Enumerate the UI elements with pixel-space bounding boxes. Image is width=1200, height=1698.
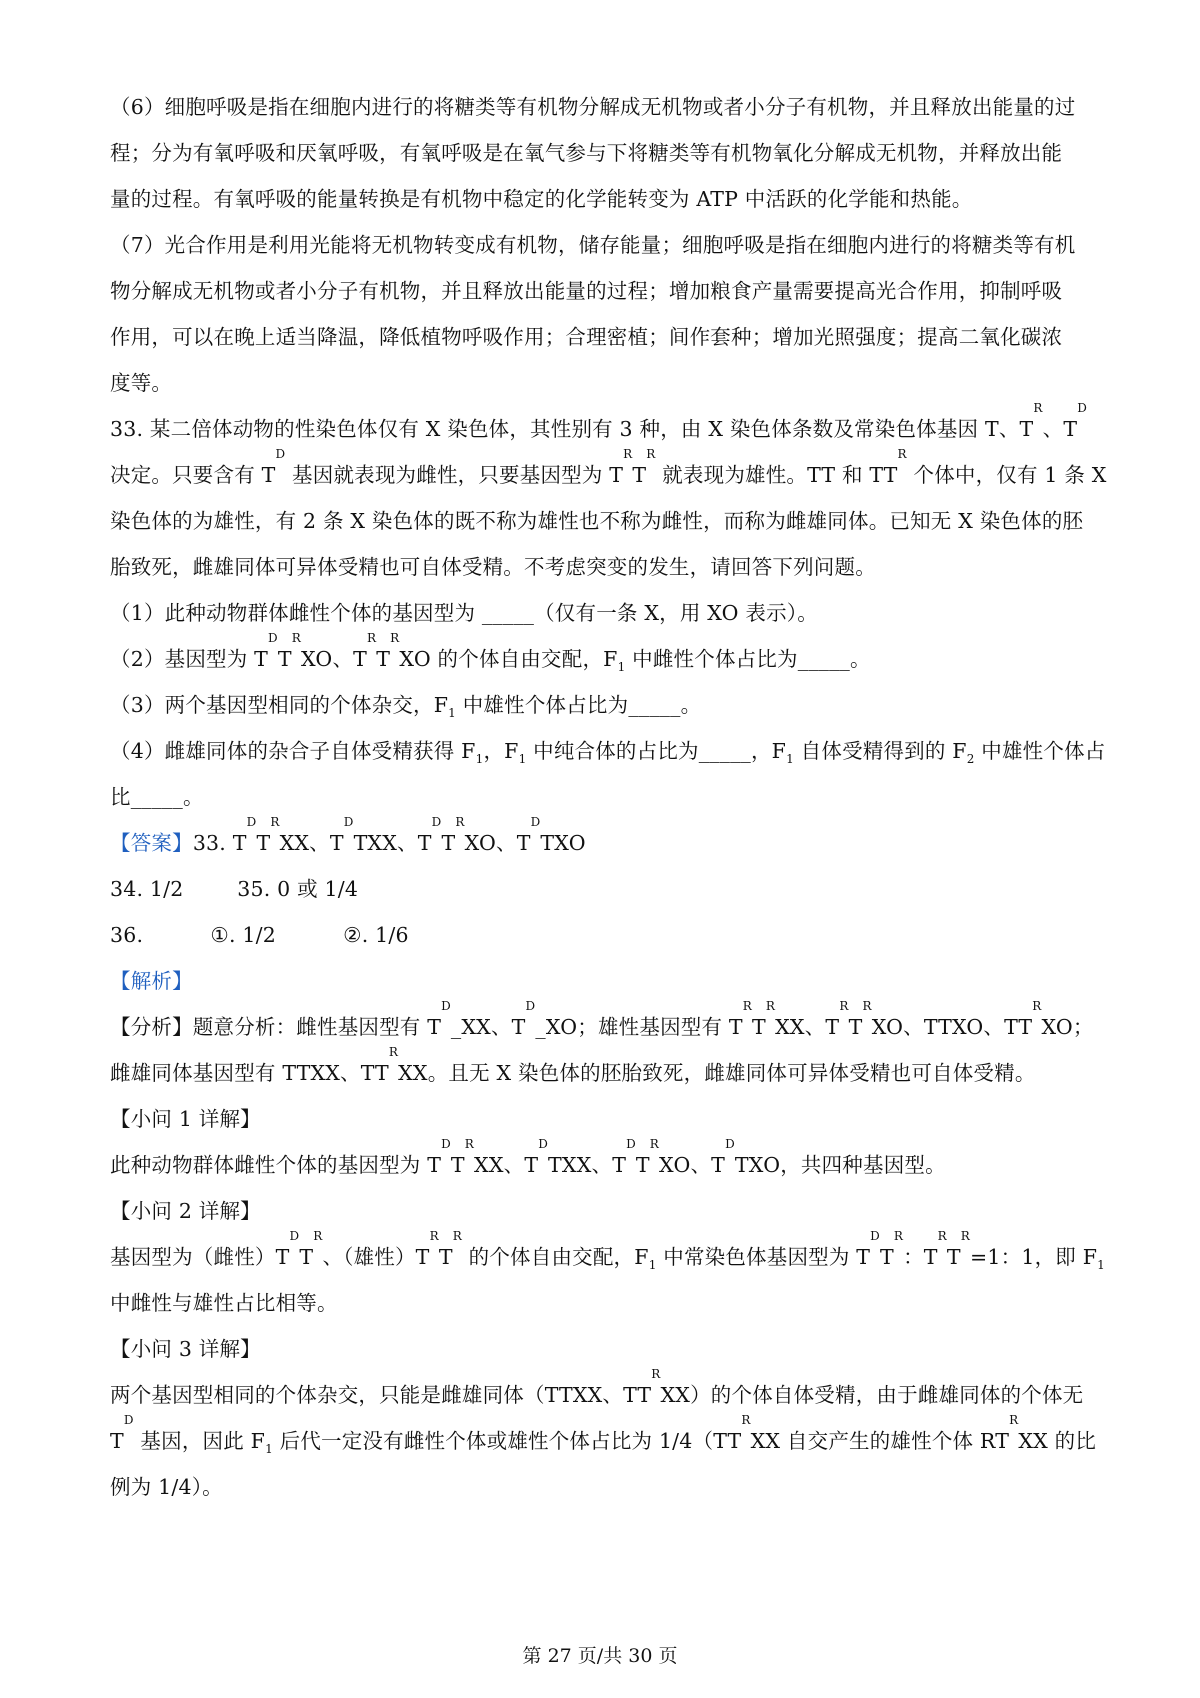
page-footer: 第 27 页/共 30 页 bbox=[522, 1645, 678, 1667]
text-line: 中雌性与雄性占比相等。 bbox=[110, 1291, 338, 1315]
text-line bbox=[110, 966, 1105, 1012]
text-line: 34. 1/2 35. 0 或 1/4 bbox=[110, 877, 359, 901]
text-line: 度等。 bbox=[110, 371, 173, 395]
text-line: 基因型为（雌性）$T^DT^R$、（雄性）$T^RT^R$ 的个体自由交配，$F_1$ 中常染色体基因型为 $T^DT^R$：$T^RT^R=1$：1，即 $F_1$ bbox=[110, 1229, 1105, 1272]
text-line: 此种动物群体雌性个体的基因型为 $T^DT^RXX$、$T^DTXX$、$T^DT^RXO$、$T^DTXO$，共四种基因型。 bbox=[110, 1137, 946, 1177]
text-line: 胎致死，雌雄同体可异体受精也可自体受精。不考虑突变的发生，请回答下列问题。 bbox=[110, 555, 876, 579]
text-line: 物分解成无机物或者小分子有机物，并且释放出能量的过程；增加粮食产量需要提高光合作用，抑制呼吸 bbox=[110, 279, 1063, 303]
text-line: 决定。只要含有 $T^D$ 基因就表现为雌性，只要基因型为 $T^RT^R$ 就表现为雄性。TT 和 $TT^R$ 个体中，仅有 1 条 X bbox=[110, 447, 1107, 487]
section-tag: 【答案】 bbox=[110, 831, 193, 855]
text-line: 染色体的为雄性，有 2 条 X 染色体的既不称为雄性也不称为雌性，而称为雌雄同体。已知无 X 染色体的胚 bbox=[110, 509, 1084, 533]
text-line: 程；分为有氧呼吸和厌氧呼吸，有氧呼吸是在氧气参与下将糖类等有机物氧化分解成无机物，并释放出能 bbox=[110, 141, 1063, 165]
text-line: （2）基因型为 $T^DT^RXO$、$T^RT^RXO$ 的个体自由交配，$F_1$ 中雌性个体占比为_____。 bbox=[110, 631, 871, 674]
text-line: （1）此种动物群体雌性个体的基因型为 _____（仅有一条 X，用 XO 表示）。 bbox=[110, 601, 818, 625]
text-line: （6）细胞呼吸是指在细胞内进行的将糖类等有机物分解成无机物或者小分子有机物，并且释放出能量的过 bbox=[110, 95, 1076, 119]
text-line: 【小问 3 详解】 bbox=[110, 1337, 261, 1361]
page-content bbox=[110, 92, 1105, 1518]
text-line: 例为 1/4）。 bbox=[110, 1475, 223, 1499]
text-line: （3）两个基因型相同的个体杂交，$F_1$ 中雄性个体占比为_____。 bbox=[110, 693, 702, 720]
text-line: 【小问 2 详解】 bbox=[110, 1199, 261, 1223]
section-tag: 【解析】 bbox=[110, 969, 193, 993]
text-line: （4）雌雄同体的杂合子自体受精获得 $F_1$，$F_1$ 中纯合体的占比为_____，$F_1$ 自体受精得到的 $F_2$ 中雄性个体占 bbox=[110, 739, 1106, 766]
text-line: 【分析】题意分析：雌性基因型有 $T^D\_XX$、$T^D\_XO$；雄性基因型有 $T^RT^RXX$、$T^RT^RXO$、TTXO、$TT^RXO$； bbox=[110, 999, 1094, 1039]
text-line: 比_____。 bbox=[110, 785, 204, 809]
text-line: （7）光合作用是利用光能将无机物转变成有机物，储存能量；细胞呼吸是指在细胞内进行的将糖类等有机 bbox=[110, 233, 1076, 257]
text-line: 【小问 1 详解】 bbox=[110, 1107, 261, 1131]
text-line: $T^D$ 基因，因此 $F_1$ 后代一定没有雌性个体或雄性个体占比为 $1/4(TT^RXX$ 自交产生的雄性个体 $RT^RXX$ 的比 bbox=[110, 1413, 1097, 1456]
text-line: 作用，可以在晚上适当降温，降低植物呼吸作用；合理密植；间作套种；增加光照强度；提高二氧化碳浓 bbox=[110, 325, 1063, 349]
text-line: 雌雄同体基因型有 TTXX、$TT^RXX$。且无 X 染色体的胚胎致死，雌雄同体可异体受精也可自体受精。 bbox=[110, 1045, 1036, 1085]
text-line: 量的过程。有氧呼吸的能量转换是有机物中稳定的化学能转变为 ATP 中活跃的化学能和热能。 bbox=[110, 187, 973, 211]
text-line: 36. ①. 1/2 ②. 1/6 bbox=[110, 923, 409, 947]
text-line: 33. 某二倍体动物的性染色体仅有 X 染色体，其性别有 3 种，由 X 染色体条数及常染色体基因 T、$T^R$、$T^D$ bbox=[110, 401, 1088, 441]
text-line: 两个基因型相同的个体杂交，只能是雌雄同体（TTXX、$TT^RXX$）的个体自体受精，由于雌雄同体的个体无 bbox=[110, 1367, 1084, 1407]
text-line: 【答案】33. $T^DT^RXX$、$T^DTXX$、$T^DT^RXO$、$T^DTXO$ bbox=[110, 815, 586, 855]
